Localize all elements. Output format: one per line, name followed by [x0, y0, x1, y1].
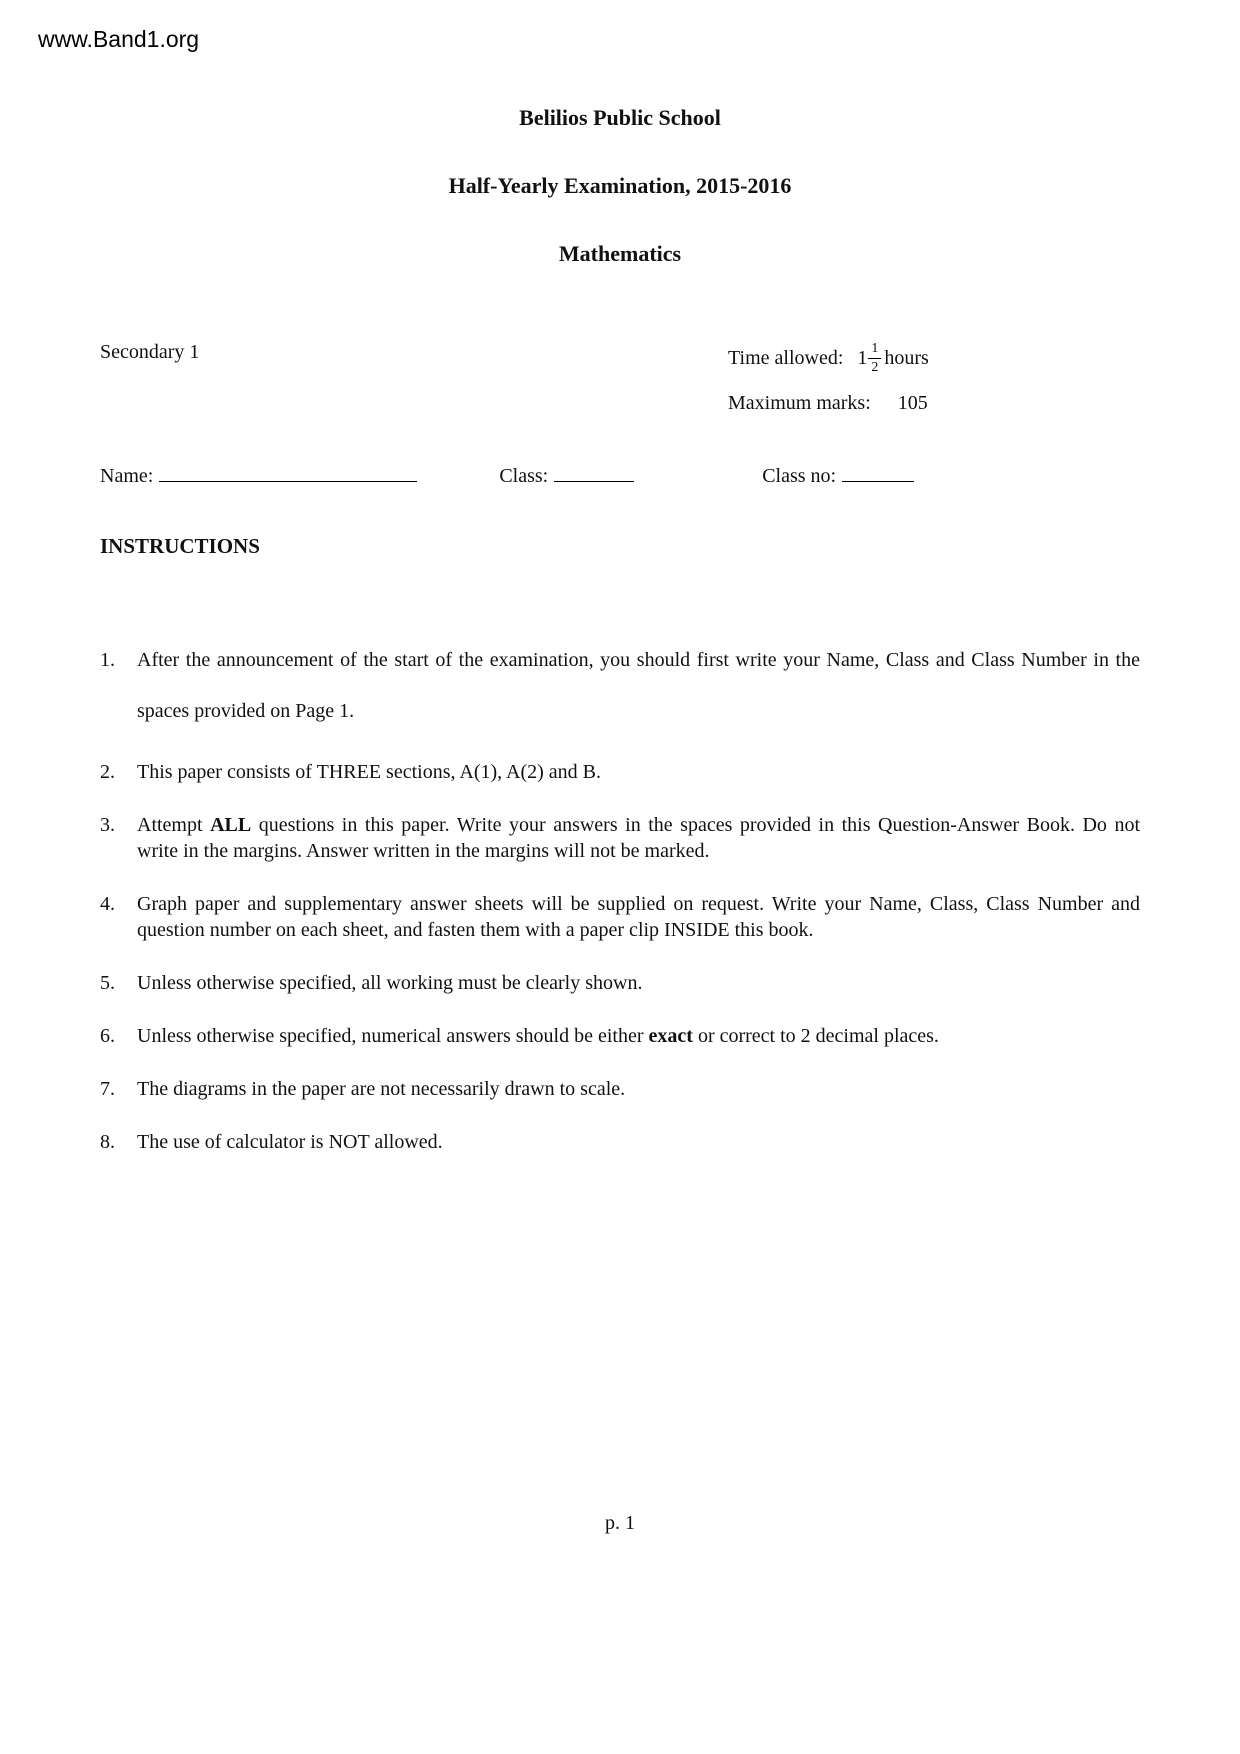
- instructions-list: [100, 635, 1140, 1155]
- class-no-blank-line: [842, 461, 914, 482]
- instruction-number: 2.: [100, 761, 115, 784]
- instruction-number: 5.: [100, 972, 115, 995]
- instruction-text: Unless otherwise specified, numerical answers should be either exact or correct to 2 decimal places.: [137, 1025, 939, 1048]
- instruction-item: [100, 1023, 1140, 1049]
- instruction-number: 1.: [100, 649, 115, 672]
- name-field: [100, 461, 417, 488]
- title-block: [100, 105, 1140, 267]
- time-whole-number: 1: [857, 347, 868, 370]
- instruction-item: [100, 891, 1140, 943]
- instruction-number: 4.: [100, 893, 115, 916]
- instruction-text: The use of calculator is NOT allowed.: [137, 1131, 443, 1154]
- student-fields-row: [100, 461, 1140, 488]
- name-label: Name:: [100, 465, 154, 488]
- class-field: [499, 461, 634, 488]
- instruction-number: 8.: [100, 1131, 115, 1154]
- instruction-item: [100, 970, 1140, 996]
- instruction-number: 6.: [100, 1025, 115, 1048]
- instruction-text: Graph paper and supplementary answer sheets will be supplied on request. Write your Name, Class, Class Number and question number on each sheet, and fasten them with a paper clip INSIDE this book.: [137, 893, 1140, 942]
- instruction-item: [100, 1129, 1140, 1155]
- school-name: Belilios Public School: [519, 105, 721, 130]
- instruction-item: [100, 1076, 1140, 1102]
- instruction-text: After the announcement of the start of the examination, you should first write your Name, Class and Class Number in the spaces provided on Page 1.: [137, 649, 1140, 723]
- meta-row: [100, 341, 1140, 415]
- instruction-item: [100, 759, 1140, 785]
- max-marks-value: 105: [897, 392, 928, 415]
- subject-title: Mathematics: [558, 241, 682, 266]
- instruction-text: The diagrams in the paper are not necessarily drawn to scale.: [137, 1078, 626, 1101]
- instruction-text: Attempt ALL questions in this paper. Write your answers in the spaces provided in this Question-Answer Book. Do not write in the margins. Answer written in the margins will not be marked.: [137, 814, 1140, 863]
- instruction-item: [100, 635, 1140, 737]
- name-blank-line: [159, 461, 417, 482]
- instruction-text: Unless otherwise specified, all working must be clearly shown.: [137, 972, 643, 995]
- class-no-label: Class no:: [762, 465, 837, 488]
- page-number: p. 1: [605, 1512, 635, 1534]
- fraction-denominator: 2: [871, 360, 879, 376]
- max-marks-line: [728, 392, 1140, 415]
- time-allowed-line: [728, 341, 1140, 376]
- instruction-number: 7.: [100, 1078, 115, 1101]
- meta-right-block: [728, 341, 1140, 415]
- instruction-text: This paper consists of THREE sections, A(1), A(2) and B.: [137, 761, 602, 784]
- time-fraction: [868, 341, 881, 376]
- time-unit: hours: [884, 347, 929, 370]
- instruction-number: 3.: [100, 814, 115, 837]
- class-label: Class:: [499, 465, 549, 488]
- time-allowed-label: Time allowed:: [728, 347, 844, 370]
- exam-title: Half-Yearly Examination, 2015-2016: [448, 173, 792, 198]
- class-blank-line: [554, 461, 634, 482]
- class-no-field: [762, 461, 914, 488]
- instruction-item: [100, 812, 1140, 864]
- watermark-url: www.Band1.org: [38, 26, 200, 52]
- max-marks-label: Maximum marks:: [728, 392, 871, 415]
- level-label: Secondary 1: [100, 341, 200, 363]
- fraction-numerator: 1: [868, 341, 881, 359]
- instructions-heading: INSTRUCTIONS: [100, 534, 260, 559]
